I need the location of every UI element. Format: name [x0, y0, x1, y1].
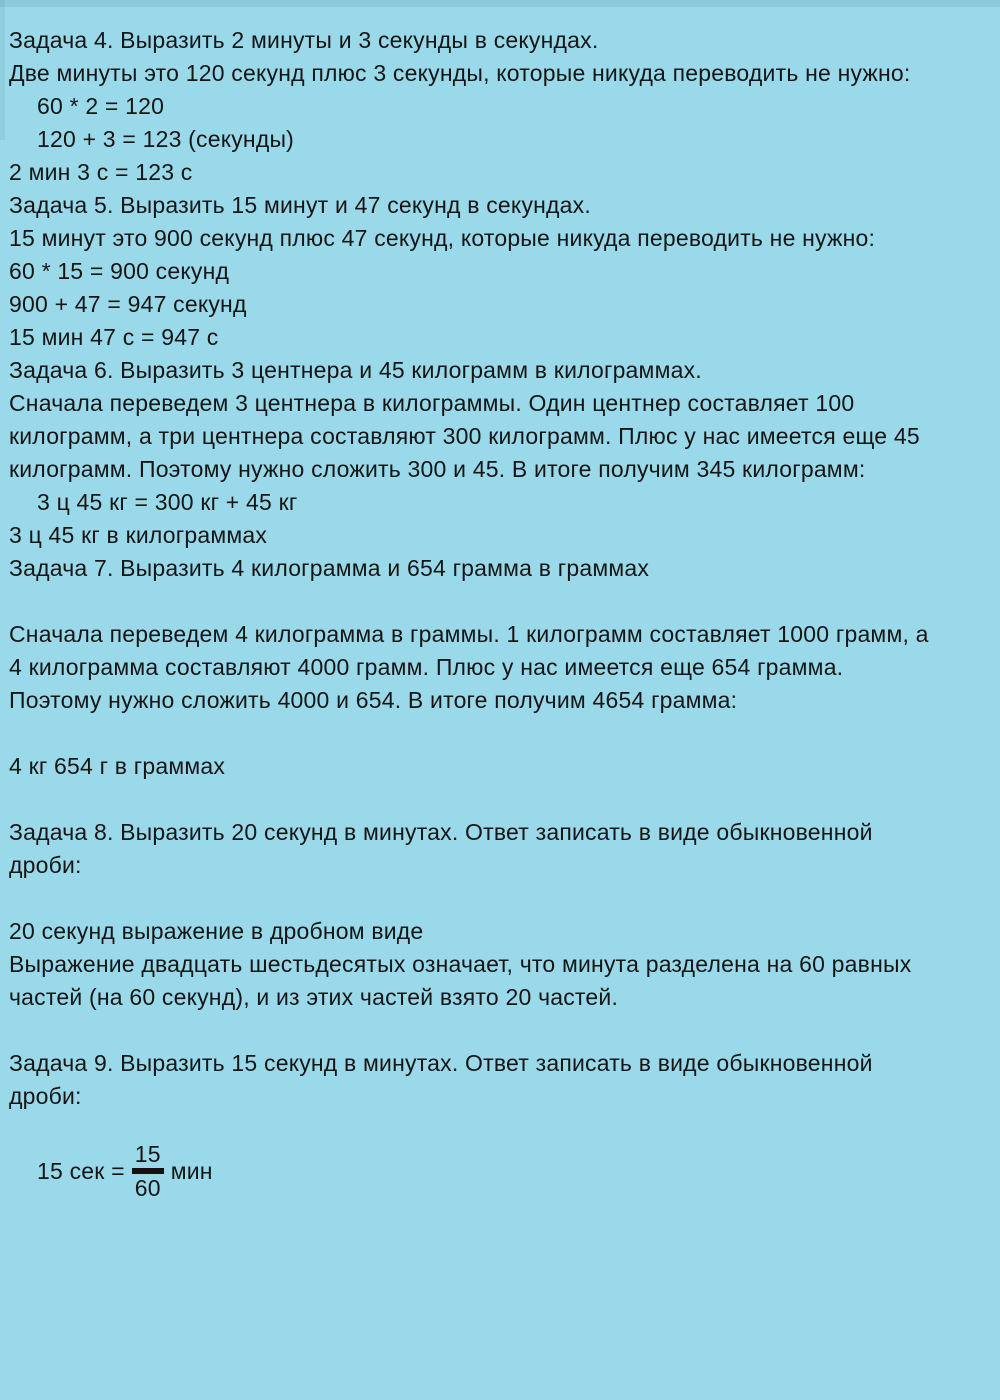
- text-lines: [9, 24, 992, 1113]
- text-line: 60 * 2 = 120: [37, 93, 165, 119]
- text-line: Задача 7. Выразить 4 килограмма и 654 грамма в граммах: [9, 555, 650, 581]
- text-line: 900 + 47 = 947 секунд: [9, 291, 247, 317]
- fraction-denominator: 60: [134, 1175, 161, 1201]
- text-line: 3 ц 45 кг = 300 кг + 45 кг: [37, 489, 298, 515]
- blank-line: [9, 717, 992, 750]
- blank-line: [9, 1014, 992, 1047]
- text-line: 2 мин 3 с = 123 с: [9, 159, 193, 185]
- text-line: Задача 6. Выразить 3 центнера и 45 килограмм в килограммах.: [9, 357, 702, 383]
- text-line: 4 кг 654 г в граммах: [9, 753, 226, 779]
- text-line: Сначала переведем 4 килограмма в граммы. 1 килограмм составляет 1000 грамм, а: [9, 621, 929, 647]
- text-line: 3 ц 45 кг в килограммах: [9, 522, 268, 548]
- text-line: 15 минут это 900 секунд плюс 47 секунд, которые никуда переводить не нужно:: [9, 225, 876, 251]
- text-line: Задача 9. Выразить 15 секунд в минутах. Ответ записать в виде обыкновенной: [9, 1050, 873, 1076]
- text-line: частей (на 60 секунд), и из этих частей взято 20 частей.: [9, 984, 619, 1010]
- text-line: дроби:: [9, 1083, 82, 1109]
- text-line: Выражение двадцать шестьдесятых означает, что минута разделена на 60 равных: [9, 951, 912, 977]
- text-line: 60 * 15 = 900 секунд: [9, 258, 230, 284]
- blank-line: [9, 783, 992, 816]
- text-line: Задача 5. Выразить 15 минут и 47 секунд в секундах.: [9, 192, 591, 218]
- fraction-numerator: 15: [132, 1142, 164, 1174]
- fraction-equation: [9, 1139, 992, 1203]
- text-line: килограмм, а три центнера составляют 300 килограмм. Плюс у нас имеется еще 45: [9, 423, 920, 449]
- text-line: Задача 8. Выразить 20 секунд в минутах. Ответ записать в виде обыкновенной: [9, 819, 873, 845]
- text-line: 15 мин 47 с = 947 с: [9, 324, 219, 350]
- text-line: 4 килограмма составляют 4000 грамм. Плюс у нас имеется еще 654 грамма.: [9, 654, 844, 680]
- text-line: Поэтому нужно сложить 4000 и 654. В итоге получим 4654 грамма:: [9, 687, 738, 713]
- text-line: Две минуты это 120 секунд плюс 3 секунды, которые никуда переводить не нужно:: [9, 60, 911, 86]
- text-line: Задача 4. Выразить 2 минуты и 3 секунды в секундах.: [9, 27, 599, 53]
- blank-line: [9, 882, 992, 915]
- fraction-prefix: 15 сек =: [37, 1157, 125, 1184]
- text-line: килограмм. Поэтому нужно сложить 300 и 45. В итоге получим 345 килограмм:: [9, 456, 866, 482]
- text-line: 20 секунд выражение в дробном виде: [9, 918, 424, 944]
- text-line: дроби:: [9, 852, 82, 878]
- fraction: [132, 1142, 164, 1200]
- fraction-suffix: мин: [170, 1157, 213, 1184]
- blank-line: [9, 585, 992, 618]
- top-edge-shadow: [0, 0, 1000, 7]
- left-edge-shadow: [0, 0, 5, 140]
- text-line: Сначала переведем 3 центнера в килограммы. Один центнер составляет 100: [9, 390, 855, 416]
- text-line: 120 + 3 = 123 (секунды): [37, 126, 295, 152]
